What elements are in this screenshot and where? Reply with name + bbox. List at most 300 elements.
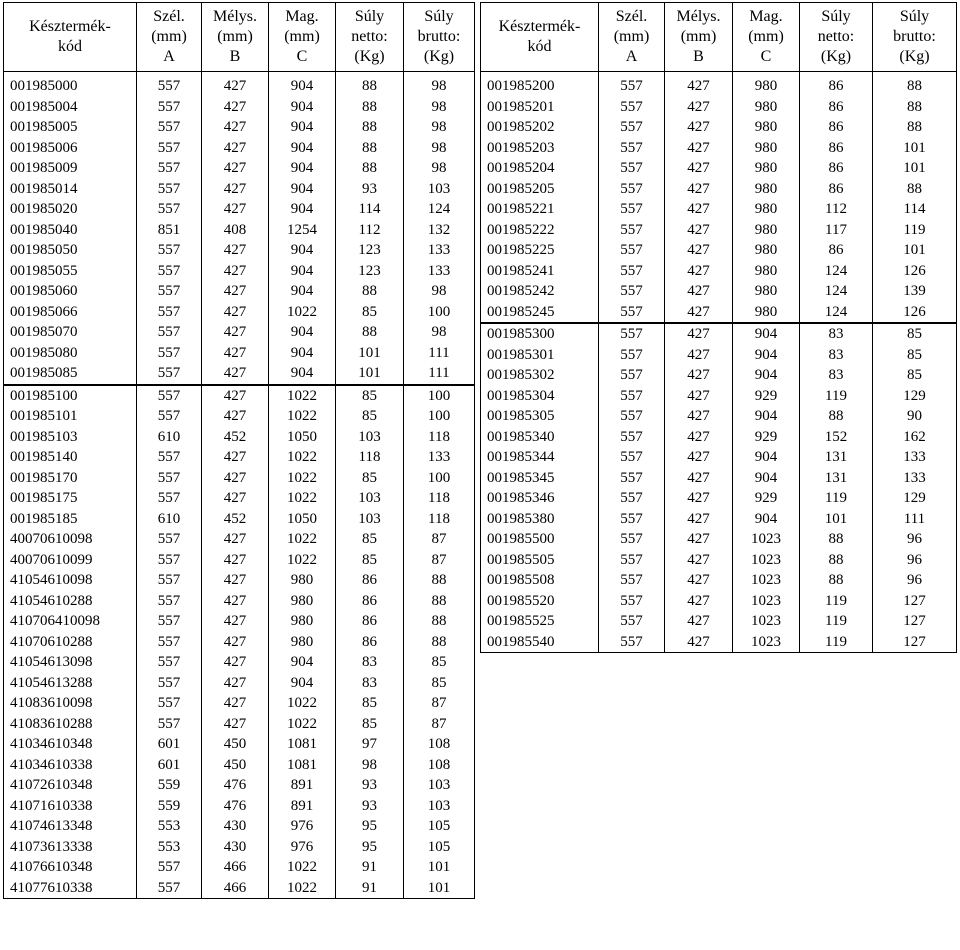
cell-depth: 476 [202, 796, 269, 817]
cell-height: 980 [733, 158, 800, 179]
cell-product-code: 001985345 [481, 468, 599, 489]
cell-product-code: 001985305 [481, 406, 599, 427]
cell-gross-weight: 127 [873, 611, 957, 632]
cell-depth: 427 [202, 179, 269, 200]
cell-width: 557 [599, 240, 665, 261]
cell-net-weight: 88 [800, 550, 873, 571]
cell-depth: 427 [665, 240, 733, 261]
table-row [481, 323, 957, 345]
cell-depth: 427 [202, 529, 269, 550]
cell-height: 904 [733, 447, 800, 468]
header-net-weight: Súly netto: (Kg) [800, 3, 873, 72]
cell-net-weight: 83 [800, 345, 873, 366]
table-row [4, 468, 475, 489]
cell-gross-weight: 133 [873, 468, 957, 489]
cell-gross-weight: 103 [404, 796, 475, 817]
cell-depth: 430 [202, 837, 269, 858]
cell-height: 1081 [269, 755, 336, 776]
table-row [481, 447, 957, 468]
cell-gross-weight: 98 [404, 281, 475, 302]
cell-product-code: 41083610288 [4, 714, 137, 735]
cell-gross-weight: 85 [873, 345, 957, 366]
cell-net-weight: 95 [336, 837, 404, 858]
table-row [4, 220, 475, 241]
cell-product-code: 40070610099 [4, 550, 137, 571]
cell-product-code: 41077610338 [4, 878, 137, 899]
cell-gross-weight: 162 [873, 427, 957, 448]
cell-net-weight: 101 [336, 343, 404, 364]
cell-gross-weight: 132 [404, 220, 475, 241]
cell-height: 1022 [269, 529, 336, 550]
cell-gross-weight: 98 [404, 322, 475, 343]
cell-height: 980 [733, 72, 800, 97]
cell-net-weight: 119 [800, 632, 873, 653]
cell-depth: 466 [202, 857, 269, 878]
cell-height: 1023 [733, 591, 800, 612]
cell-depth: 427 [665, 281, 733, 302]
cell-product-code: 001985140 [4, 447, 137, 468]
cell-depth: 427 [665, 488, 733, 509]
table-row [481, 138, 957, 159]
cell-height: 904 [269, 261, 336, 282]
cell-depth: 452 [202, 509, 269, 530]
cell-height: 904 [269, 117, 336, 138]
cell-net-weight: 112 [336, 220, 404, 241]
cell-net-weight: 95 [336, 816, 404, 837]
cell-height: 904 [733, 406, 800, 427]
table-row [4, 857, 475, 878]
table-row [4, 673, 475, 694]
cell-depth: 427 [202, 281, 269, 302]
table-row [4, 447, 475, 468]
cell-depth: 427 [202, 363, 269, 385]
cell-depth: 427 [665, 529, 733, 550]
cell-depth: 427 [665, 72, 733, 97]
table-row [4, 509, 475, 530]
cell-gross-weight: 88 [404, 632, 475, 653]
cell-width: 557 [137, 72, 202, 97]
cell-gross-weight: 108 [404, 755, 475, 776]
cell-depth: 427 [665, 117, 733, 138]
cell-net-weight: 93 [336, 796, 404, 817]
cell-depth: 427 [202, 97, 269, 118]
cell-depth: 427 [665, 550, 733, 571]
cell-depth: 427 [665, 220, 733, 241]
cell-height: 904 [269, 179, 336, 200]
cell-height: 904 [269, 652, 336, 673]
cell-product-code: 001985060 [4, 281, 137, 302]
cell-width: 553 [137, 837, 202, 858]
cell-gross-weight: 100 [404, 468, 475, 489]
table-row [4, 97, 475, 118]
cell-gross-weight: 98 [404, 97, 475, 118]
cell-width: 557 [599, 97, 665, 118]
cell-depth: 427 [202, 673, 269, 694]
cell-width: 557 [137, 673, 202, 694]
table-row [4, 240, 475, 261]
cell-product-code: 001985000 [4, 72, 137, 97]
cell-height: 1023 [733, 529, 800, 550]
cell-gross-weight: 87 [404, 529, 475, 550]
cell-height: 1022 [269, 714, 336, 735]
cell-height: 1022 [269, 447, 336, 468]
cell-gross-weight: 101 [404, 857, 475, 878]
cell-gross-weight: 88 [873, 179, 957, 200]
cell-net-weight: 85 [336, 385, 404, 407]
cell-height: 904 [269, 158, 336, 179]
cell-depth: 427 [665, 632, 733, 653]
table-row [4, 755, 475, 776]
cell-product-code: 001985204 [481, 158, 599, 179]
cell-gross-weight: 129 [873, 386, 957, 407]
cell-width: 557 [599, 632, 665, 653]
cell-gross-weight: 88 [404, 570, 475, 591]
cell-net-weight: 88 [800, 529, 873, 550]
header-row [4, 3, 475, 72]
cell-product-code: 001985103 [4, 427, 137, 448]
cell-width: 601 [137, 755, 202, 776]
table-row [4, 281, 475, 302]
cell-net-weight: 101 [800, 509, 873, 530]
cell-height: 980 [269, 570, 336, 591]
cell-product-code: 41074613348 [4, 816, 137, 837]
cell-gross-weight: 96 [873, 570, 957, 591]
cell-product-code: 001985245 [481, 302, 599, 324]
cell-width: 557 [599, 199, 665, 220]
table-row [481, 240, 957, 261]
cell-gross-weight: 119 [873, 220, 957, 241]
cell-depth: 427 [202, 652, 269, 673]
table-row [481, 220, 957, 241]
cell-height: 1022 [269, 468, 336, 489]
cell-product-code: 001985301 [481, 345, 599, 366]
cell-product-code: 001985055 [4, 261, 137, 282]
cell-net-weight: 114 [336, 199, 404, 220]
cell-depth: 427 [665, 447, 733, 468]
cell-product-code: 001985020 [4, 199, 137, 220]
table-row [4, 611, 475, 632]
cell-width: 557 [137, 570, 202, 591]
header-gross-weight: Súly brutto: (Kg) [404, 3, 475, 72]
table-row [481, 529, 957, 550]
cell-depth: 427 [665, 386, 733, 407]
table-row [4, 693, 475, 714]
cell-net-weight: 83 [800, 323, 873, 345]
cell-width: 557 [137, 550, 202, 571]
cell-product-code: 41054610098 [4, 570, 137, 591]
table-row [481, 199, 957, 220]
cell-width: 610 [137, 509, 202, 530]
cell-net-weight: 83 [336, 673, 404, 694]
cell-height: 891 [269, 775, 336, 796]
table-row [4, 158, 475, 179]
cell-height: 904 [269, 363, 336, 385]
cell-height: 1022 [269, 406, 336, 427]
cell-height: 1081 [269, 734, 336, 755]
cell-height: 1022 [269, 385, 336, 407]
table-row [481, 509, 957, 530]
table-row [481, 406, 957, 427]
cell-depth: 427 [665, 158, 733, 179]
cell-height: 904 [269, 138, 336, 159]
cell-depth: 427 [202, 488, 269, 509]
cell-width: 557 [599, 611, 665, 632]
cell-height: 891 [269, 796, 336, 817]
header-width: Szél. (mm) A [137, 3, 202, 72]
cell-gross-weight: 126 [873, 302, 957, 324]
cell-product-code: 41034610348 [4, 734, 137, 755]
cell-gross-weight: 126 [873, 261, 957, 282]
cell-gross-weight: 85 [404, 673, 475, 694]
table-row [481, 117, 957, 138]
table-row [4, 343, 475, 364]
table-row [4, 322, 475, 343]
cell-width: 557 [137, 857, 202, 878]
cell-width: 557 [137, 652, 202, 673]
table-row [4, 816, 475, 837]
cell-width: 557 [137, 240, 202, 261]
cell-net-weight: 101 [336, 363, 404, 385]
cell-height: 980 [269, 591, 336, 612]
cell-gross-weight: 87 [404, 693, 475, 714]
cell-net-weight: 86 [800, 158, 873, 179]
table-row [481, 281, 957, 302]
cell-gross-weight: 87 [404, 550, 475, 571]
cell-height: 904 [733, 365, 800, 386]
cell-height: 904 [733, 468, 800, 489]
cell-net-weight: 88 [336, 117, 404, 138]
cell-product-code: 001985205 [481, 179, 599, 200]
cell-height: 929 [733, 386, 800, 407]
cell-net-weight: 88 [336, 158, 404, 179]
cell-depth: 427 [665, 509, 733, 530]
cell-product-code: 001985222 [481, 220, 599, 241]
cell-depth: 427 [202, 385, 269, 407]
table-row [4, 117, 475, 138]
cell-net-weight: 93 [336, 179, 404, 200]
cell-gross-weight: 133 [873, 447, 957, 468]
cell-net-weight: 86 [336, 632, 404, 653]
cell-gross-weight: 127 [873, 591, 957, 612]
cell-depth: 427 [202, 591, 269, 612]
cell-net-weight: 88 [336, 97, 404, 118]
cell-width: 557 [137, 488, 202, 509]
cell-gross-weight: 111 [873, 509, 957, 530]
cell-product-code: 001985200 [481, 72, 599, 97]
cell-net-weight: 86 [336, 611, 404, 632]
cell-gross-weight: 118 [404, 509, 475, 530]
cell-height: 980 [733, 199, 800, 220]
cell-gross-weight: 114 [873, 199, 957, 220]
cell-width: 553 [137, 816, 202, 837]
cell-width: 557 [137, 261, 202, 282]
cell-depth: 466 [202, 878, 269, 899]
cell-width: 557 [599, 447, 665, 468]
cell-product-code: 001985540 [481, 632, 599, 653]
cell-net-weight: 98 [336, 755, 404, 776]
cell-depth: 430 [202, 816, 269, 837]
cell-width: 557 [599, 220, 665, 241]
cell-product-code: 001985203 [481, 138, 599, 159]
cell-gross-weight: 127 [873, 632, 957, 653]
cell-width: 851 [137, 220, 202, 241]
cell-height: 980 [733, 97, 800, 118]
cell-product-code: 001985225 [481, 240, 599, 261]
cell-height: 904 [269, 281, 336, 302]
cell-gross-weight: 100 [404, 385, 475, 407]
cell-net-weight: 86 [800, 97, 873, 118]
cell-depth: 476 [202, 775, 269, 796]
cell-gross-weight: 101 [873, 138, 957, 159]
cell-depth: 427 [665, 138, 733, 159]
cell-width: 557 [137, 878, 202, 899]
cell-net-weight: 123 [336, 240, 404, 261]
table-row [4, 591, 475, 612]
cell-height: 980 [733, 138, 800, 159]
table-row [4, 878, 475, 899]
cell-width: 557 [599, 72, 665, 97]
cell-depth: 427 [665, 323, 733, 345]
cell-net-weight: 131 [800, 447, 873, 468]
cell-depth: 427 [665, 365, 733, 386]
cell-product-code: 001985085 [4, 363, 137, 385]
cell-height: 1023 [733, 550, 800, 571]
cell-product-code: 001985101 [4, 406, 137, 427]
cell-net-weight: 152 [800, 427, 873, 448]
cell-net-weight: 86 [336, 591, 404, 612]
cell-gross-weight: 118 [404, 427, 475, 448]
cell-net-weight: 103 [336, 509, 404, 530]
cell-depth: 427 [202, 550, 269, 571]
cell-width: 557 [599, 406, 665, 427]
cell-width: 557 [599, 365, 665, 386]
header-height: Mag. (mm) C [269, 3, 336, 72]
cell-gross-weight: 105 [404, 816, 475, 837]
table-row [4, 72, 475, 97]
cell-depth: 427 [665, 261, 733, 282]
cell-product-code: 410706410098 [4, 611, 137, 632]
table-row [481, 632, 957, 653]
cell-width: 557 [137, 591, 202, 612]
cell-net-weight: 86 [800, 240, 873, 261]
right-product-table [480, 2, 957, 653]
cell-width: 557 [137, 158, 202, 179]
cell-gross-weight: 96 [873, 550, 957, 571]
left-table-body [4, 72, 475, 899]
cell-width: 557 [137, 179, 202, 200]
cell-depth: 427 [665, 97, 733, 118]
cell-product-code: 001985005 [4, 117, 137, 138]
table-row [481, 570, 957, 591]
cell-width: 557 [599, 468, 665, 489]
cell-product-code: 001985302 [481, 365, 599, 386]
cell-product-code: 001985508 [481, 570, 599, 591]
cell-net-weight: 88 [336, 281, 404, 302]
cell-net-weight: 103 [336, 488, 404, 509]
header-depth: Mélys. (mm) B [202, 3, 269, 72]
cell-net-weight: 83 [336, 652, 404, 673]
table-row [481, 386, 957, 407]
table-row [4, 837, 475, 858]
cell-net-weight: 88 [800, 406, 873, 427]
cell-height: 929 [733, 488, 800, 509]
header-height: Mag. (mm) C [733, 3, 800, 72]
cell-net-weight: 88 [800, 570, 873, 591]
cell-depth: 450 [202, 734, 269, 755]
table-row [4, 734, 475, 755]
cell-gross-weight: 124 [404, 199, 475, 220]
cell-product-code: 41076610348 [4, 857, 137, 878]
cell-product-code: 001985175 [4, 488, 137, 509]
cell-product-code: 001985185 [4, 509, 137, 530]
cell-net-weight: 91 [336, 857, 404, 878]
cell-depth: 427 [665, 591, 733, 612]
cell-width: 557 [599, 550, 665, 571]
cell-depth: 427 [202, 693, 269, 714]
cell-width: 557 [599, 323, 665, 345]
cell-product-code: 001985050 [4, 240, 137, 261]
cell-height: 980 [733, 220, 800, 241]
cell-depth: 427 [665, 179, 733, 200]
cell-width: 557 [137, 714, 202, 735]
cell-product-code: 40070610098 [4, 529, 137, 550]
cell-width: 557 [137, 611, 202, 632]
table-row [4, 488, 475, 509]
cell-height: 1022 [269, 878, 336, 899]
cell-height: 904 [269, 343, 336, 364]
cell-product-code: 41071610338 [4, 796, 137, 817]
cell-product-code: 001985080 [4, 343, 137, 364]
cell-net-weight: 85 [336, 468, 404, 489]
cell-width: 557 [137, 385, 202, 407]
cell-width: 557 [137, 343, 202, 364]
cell-net-weight: 91 [336, 878, 404, 899]
cell-depth: 450 [202, 755, 269, 776]
cell-product-code: 001985300 [481, 323, 599, 345]
cell-net-weight: 103 [336, 427, 404, 448]
cell-depth: 427 [202, 570, 269, 591]
cell-depth: 427 [202, 158, 269, 179]
cell-width: 557 [137, 468, 202, 489]
cell-net-weight: 85 [336, 529, 404, 550]
cell-gross-weight: 105 [404, 837, 475, 858]
cell-height: 976 [269, 837, 336, 858]
cell-net-weight: 85 [336, 550, 404, 571]
table-row [481, 345, 957, 366]
cell-gross-weight: 133 [404, 447, 475, 468]
cell-depth: 427 [202, 322, 269, 343]
cell-width: 557 [137, 693, 202, 714]
header-product-code: Késztermék- kód [481, 3, 599, 72]
cell-gross-weight: 101 [873, 240, 957, 261]
cell-height: 980 [733, 179, 800, 200]
cell-depth: 427 [202, 72, 269, 97]
cell-height: 904 [269, 240, 336, 261]
cell-width: 557 [599, 386, 665, 407]
cell-width: 557 [599, 427, 665, 448]
cell-width: 557 [599, 281, 665, 302]
cell-gross-weight: 129 [873, 488, 957, 509]
table-row [4, 775, 475, 796]
cell-width: 557 [599, 158, 665, 179]
cell-net-weight: 88 [336, 138, 404, 159]
cell-width: 557 [599, 591, 665, 612]
table-row [4, 138, 475, 159]
cell-net-weight: 112 [800, 199, 873, 220]
cell-gross-weight: 139 [873, 281, 957, 302]
cell-gross-weight: 108 [404, 734, 475, 755]
cell-product-code: 41034610338 [4, 755, 137, 776]
